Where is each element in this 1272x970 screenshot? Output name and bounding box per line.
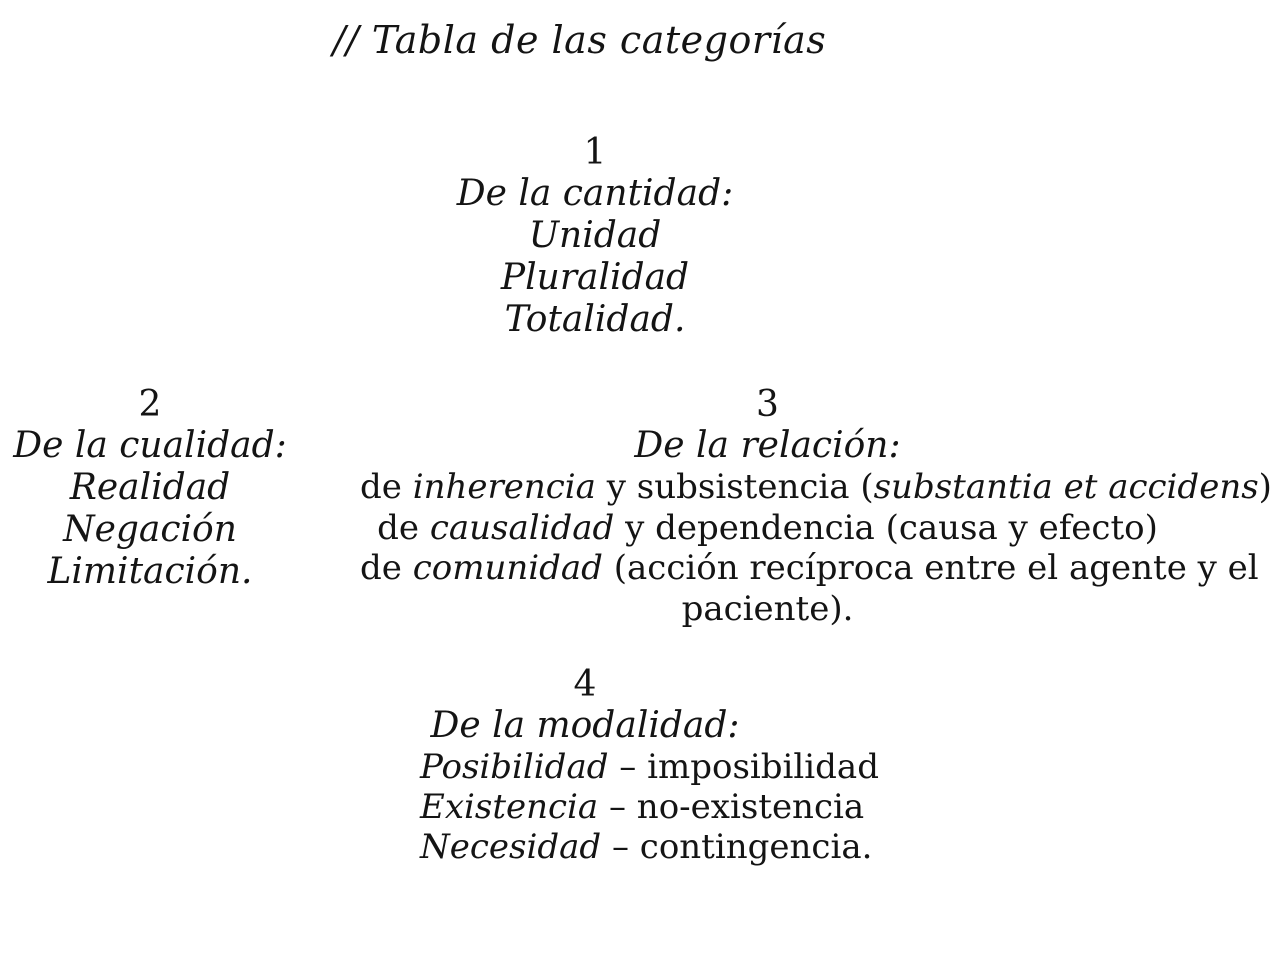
- category-group-modalidad: [420, 664, 879, 867]
- group-number: 3: [756, 384, 779, 425]
- relation-line: de causalidad y dependencia (causa y efecto): [377, 507, 1158, 548]
- category-item: Negación: [63, 509, 237, 550]
- page-title: // Tabla de las categorías: [332, 18, 827, 62]
- category-group-relacion: [360, 384, 1272, 629]
- modality-line: Necesidad – contingencia.: [420, 827, 873, 867]
- category-item: Pluralidad: [500, 257, 690, 298]
- relation-line: de comunidad (acción recíproca entre el agente y el: [360, 548, 1259, 588]
- modality-line: Posibilidad – imposibilidad: [420, 747, 879, 787]
- modality-line: Existencia – no-existencia: [420, 787, 865, 827]
- category-group-cualidad: [0, 385, 300, 593]
- relation-line: de inherencia y subsistencia (substantia et accidens): [360, 467, 1272, 507]
- group-number: 2: [138, 384, 162, 425]
- group-heading: De la relación:: [634, 425, 901, 466]
- group-heading: De la modalidad:: [430, 705, 740, 746]
- group-heading: De la cantidad:: [456, 173, 734, 214]
- group-number: 1: [583, 132, 607, 173]
- category-item: Unidad: [528, 215, 662, 256]
- relation-line: paciente).: [681, 588, 854, 629]
- group-number: 4: [573, 664, 597, 705]
- group-heading: De la cualidad:: [13, 425, 287, 466]
- category-item: Totalidad.: [504, 299, 686, 340]
- category-group-cantidad: [445, 133, 745, 341]
- category-item: Realidad: [69, 467, 231, 508]
- category-item: Limitación.: [47, 551, 253, 592]
